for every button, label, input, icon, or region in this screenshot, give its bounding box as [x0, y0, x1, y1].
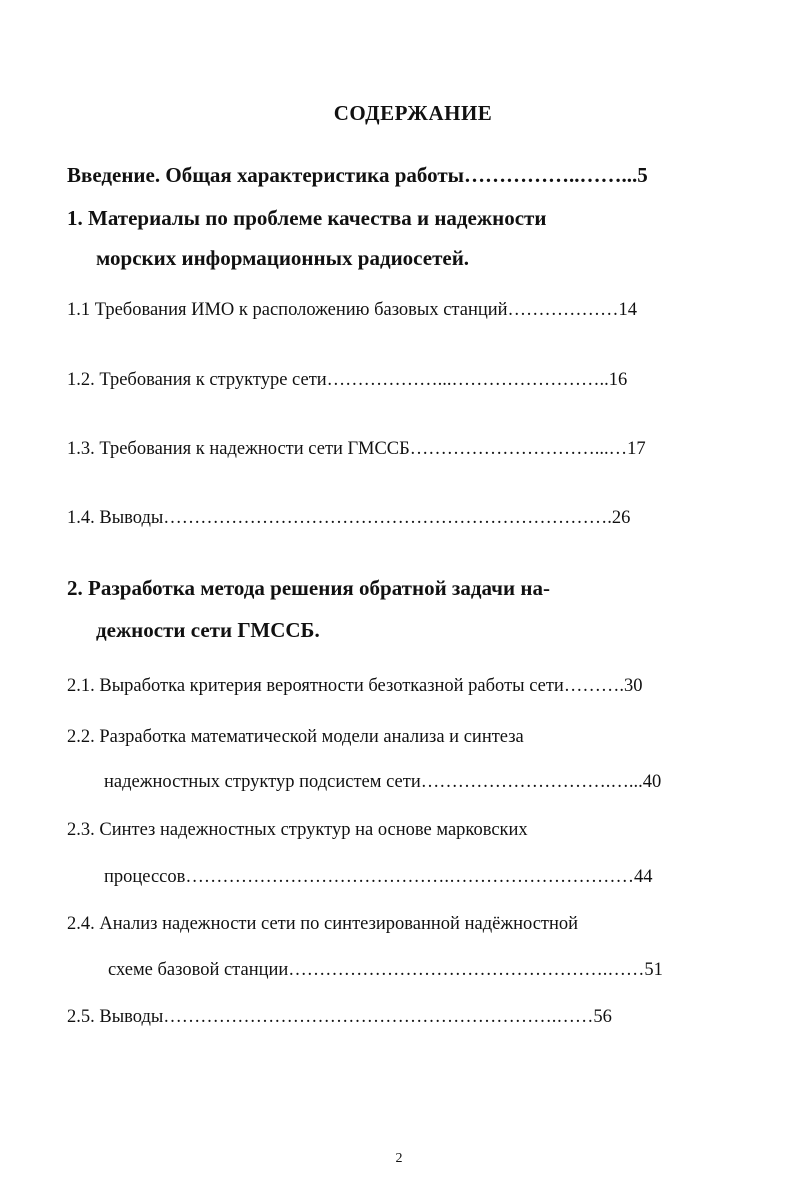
page-title: СОДЕРЖАНИЕ [333, 101, 493, 125]
toc-entry-2-3-line-2: процессов…………………………………….…………………………44 [104, 867, 653, 887]
toc-chapter-2-line-2: дежности сети ГМССБ. [96, 618, 320, 642]
toc-entry-2-2-line-2: надежностных структур подсистем сети………………………….…...40 [104, 772, 662, 792]
toc-entry-2-2-line-1: 2.2. Разработка математической модели анализа и синтеза [67, 727, 524, 747]
toc-entry-1-1: 1.1 Требования ИМО к расположению базовых станций………………14 [67, 300, 638, 320]
toc-entry-2-4-line-1: 2.4. Анализ надежности сети по синтезированной надёжностной [67, 914, 579, 934]
toc-entry-introduction: Введение. Общая характеристика работы……………..……...5 [67, 163, 648, 187]
toc-chapter-2-line-1: 2. Разработка метода решения обратной задачи на- [67, 576, 550, 600]
toc-entry-2-4-line-2: схеме базовой станции…………………………………………….……51 [108, 960, 663, 980]
toc-entry-1-4: 1.4. Выводы……………………………………………………………….26 [67, 508, 631, 528]
toc-entry-1-2: 1.2. Требования к структуре сети………………...……………………..16 [67, 370, 628, 390]
page-number: 2 [395, 1151, 403, 1166]
toc-chapter-1-line-1: 1. Материалы по проблеме качества и надежности [67, 206, 547, 230]
toc-entry-1-3: 1.3. Требования к надежности сети ГМССБ…………………………...…17 [67, 439, 646, 459]
toc-entry-2-1: 2.1. Выработка критерия вероятности безотказной работы сети……….30 [67, 676, 643, 696]
toc-chapter-1-line-2: морских информационных радиосетей. [96, 246, 470, 270]
toc-entry-2-3-line-1: 2.3. Синтез надежностных структур на основе марковских [67, 820, 528, 840]
toc-entry-2-5: 2.5. Выводы……………………………………………………….……56 [67, 1007, 612, 1027]
